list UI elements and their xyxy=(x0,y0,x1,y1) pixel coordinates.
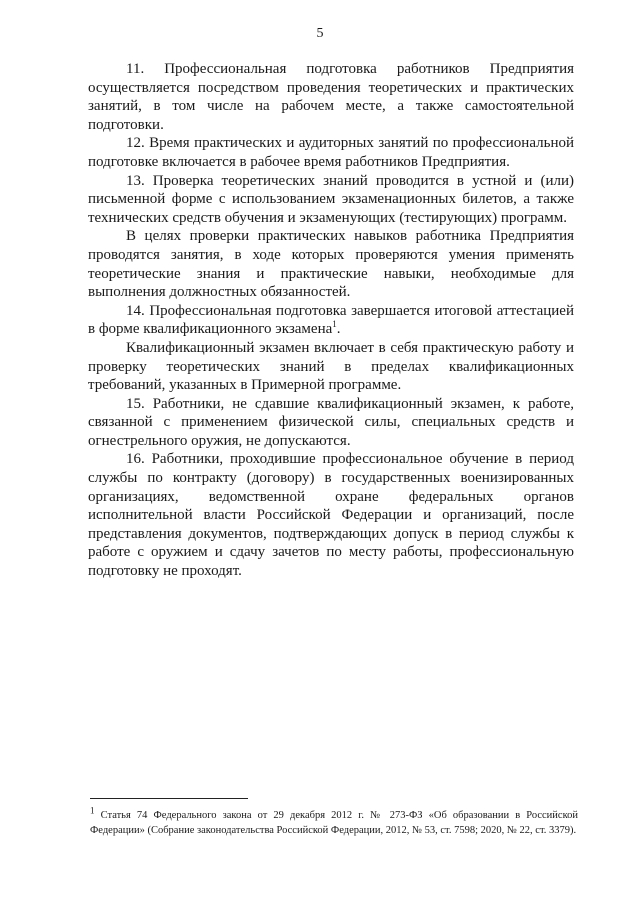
paragraph-15: 15. Работники, не сдавшие квалификационный экзамен, к работе, связанной с применением физической силы, специальных средств и огнестрельного оружия, не допускаются. xyxy=(88,395,574,449)
paragraph-14 xyxy=(88,302,574,339)
paragraph-11: 11. Профессиональная подготовка работников Предприятия осуществляется посредством проведения теоретических и практических занятий, в том числе на рабочем месте, а также самостоятельной подготовки. xyxy=(88,61,574,133)
paragraph-14-exam-content: Квалификационный экзамен включает в себя практическую работу и проверку теоретических знаний в пределах квалификационных требований, указанных в Примерной программе. xyxy=(88,339,574,394)
paragraph-14-period: . xyxy=(336,321,341,338)
paragraph-16: 16. Работники, проходившие профессиональное обучение в период службы по контракту (договору) в государственных военизированных организациях, ведомственной охране федеральных органов исполнительной власти Российской Федерации и организаций, после представления документов, подтверждающих допуск в период службы к работе с оружием и сдачу зачетов по месту работы, профессиональную подготовку не проходят. xyxy=(88,451,574,580)
footnote-divider xyxy=(90,798,248,799)
footnote-marker: 1 xyxy=(90,805,95,816)
footnote-text: Статья 74 Федерального закона от 29 декабря 2012 г. № 273-ФЗ «Об образовании в Российской Федерации» (Собрание законодательства Российской Федерации, 2012, № 53, ст. 7598; 2020, № 22, ст. 3379). xyxy=(90,810,579,836)
document-body xyxy=(88,60,574,581)
footnote-reference[interactable]: 1 xyxy=(332,319,337,330)
page-number: 5 xyxy=(316,26,324,41)
paragraph-13-practical-skills: В целях проверки практических навыков работника Предприятия проводятся занятия, в ходе которых проверяются умения применять теоретические знания и практические навыки, необходимые для выполнения должностных обязанностей. xyxy=(88,228,574,301)
paragraph-14-text: 14. Профессиональная подготовка завершается итоговой аттестацией в форме квалификационного экзамена xyxy=(88,302,574,338)
paragraph-12: 12. Время практических и аудиторных занятий по профессиональной подготовке включается в рабочее время работников Предприятия. xyxy=(88,135,574,170)
paragraph-13: 13. Проверка теоретических знаний проводится в устной и (или) письменной форме с использованием экзаменационных билетов, а также технических средств обучения и экзаменующих (тестирующих) программ. xyxy=(88,172,574,226)
footnote xyxy=(90,805,579,838)
